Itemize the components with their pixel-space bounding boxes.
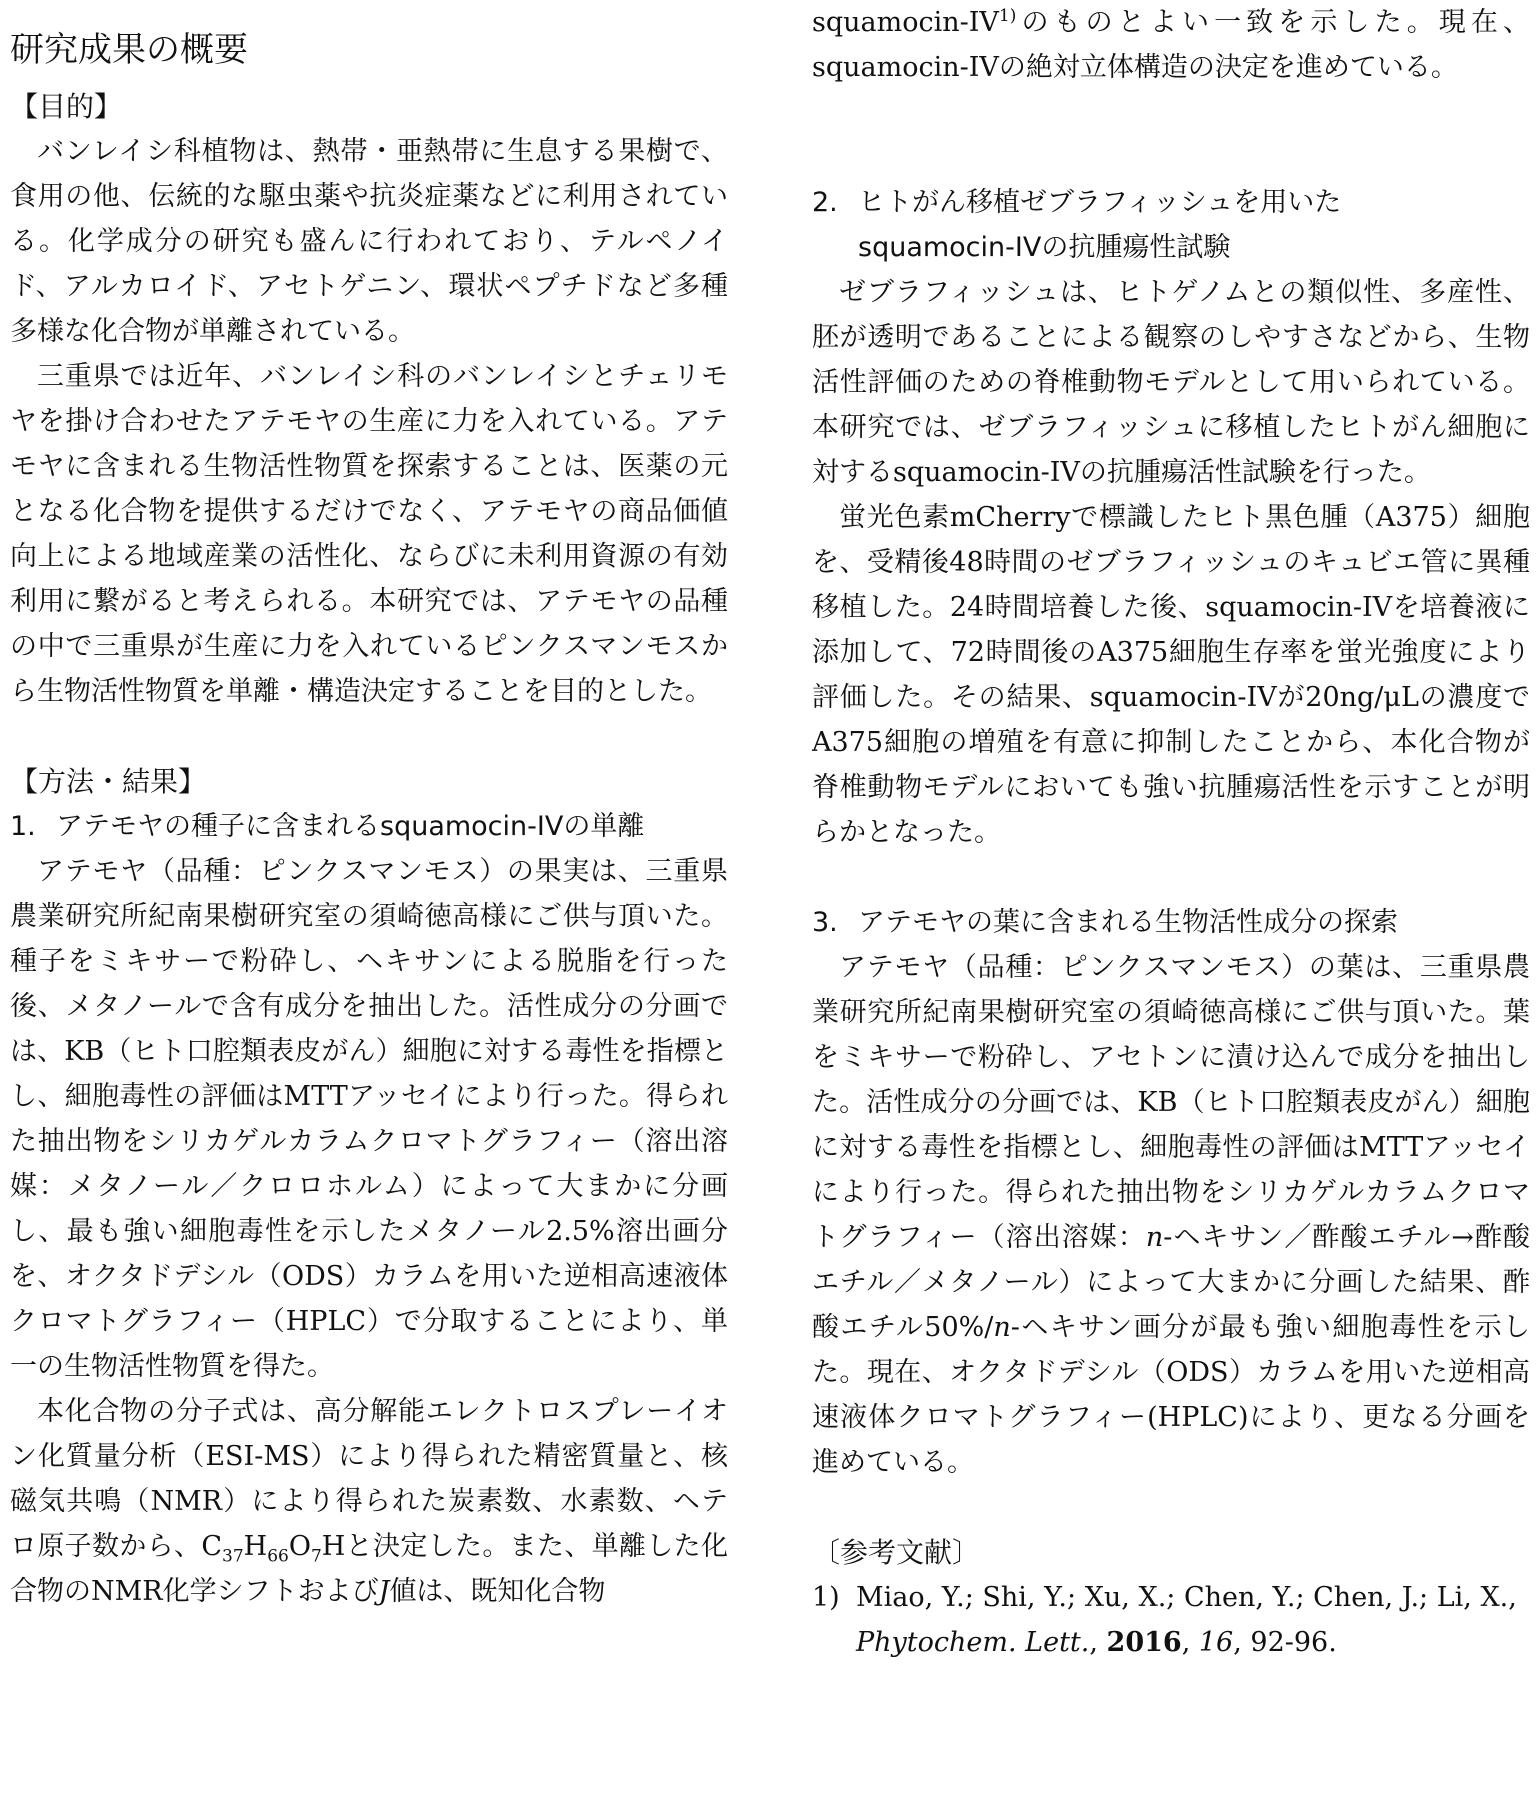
reference-1-year: 2016: [1106, 1627, 1182, 1658]
section-1-text-a: 本化合物の分子式は、高分解能エレクトロスプレーイオン化質量分析（ESI-MS）により得られた精密質量と、核磁気共鳴（NMR）により得られた炭素数、水素数、ヘテロ原子数から、: [10, 1396, 728, 1562]
j-value-symbol: J: [378, 1576, 390, 1607]
right-column: [812, 0, 1530, 1665]
section-2-heading: [812, 180, 1530, 225]
section-2-title-line-2: squamocin-IVの抗腫瘍性試験: [858, 232, 1231, 263]
reference-1-pages: , 92-96.: [1233, 1627, 1337, 1658]
reference-1-authors: Miao, Y.; Shi, Y.; Xu, X.; Chen, Y.; Chen, J.; Li, X.,: [856, 1582, 1517, 1613]
section-1-text-c: 値は、既知化合物: [389, 1576, 606, 1607]
reference-1: 1) Miao, Y.; Shi, Y.; Xu, X.; Chen, Y.; Chen, J.; Li, X., Phytochem. Lett., 2016, 16, 92-96.: [812, 1575, 1530, 1665]
page-title: 研究成果の概要: [10, 30, 248, 70]
purpose-paragraph-2: 三重県では近年、バンレイシ科のバンレイシとチェリモヤを掛け合わせたアテモヤの生産に力を入れている。アテモヤに含まれる生物活性物質を探索することは、医薬の元となる化合物を提供するだけでなく、アテモヤの商品価値向上による地域産業の活性化、ならびに未利用資源の有効利用に繋がると考えられる。本研究では、アテモヤの品種の中で三重県が生産に力を入れているピンクスマンモスから生物活性物質を単離・構造決定することを目的とした。: [10, 361, 728, 707]
section-1-title: アテモヤの種子に含まれるsquamocin-IVの単離: [56, 811, 645, 842]
section-1-number: 1.: [10, 811, 36, 842]
section-3-paragraph-1: アテモヤ（品種：ピンクスマンモス）の葉は、三重県農業研究所紀南果樹研究室の須崎徳高様にご供与頂いた。葉をミキサーで粉砕し、アセトンに漬け込んで成分を抽出した。活性成分の分画では、KB（ヒト口腔類表皮がん）細胞に対する毒性を指標とし、細胞毒性の評価はMTTアッセイにより行った。得られた抽出物をシリカゲルカラムクロマトグラフィー（溶出溶媒：n-ヘキサン／酢酸エチル→酢酸エチル／メタノール）によって大まかに分画した結果、酢酸エチル50%/n-ヘキサン画分が最も強い細胞毒性を示した。現在、オクタドデシル（ODS）カラムを用いた逆相高速液体クロマトグラフィー(HPLC)により、更なる分画を進めている。: [812, 952, 1530, 1478]
references-label: 〔参考文献〕: [812, 1536, 981, 1569]
section-2-number: 2.: [812, 187, 838, 218]
section-2-paragraph-1: ゼブラフィッシュは、ヒトゲノムとの類似性、多産性、胚が透明であることによる観察のしやすさなどから、生物活性評価のための脊椎動物モデルとして用いられている。本研究では、ゼブラフィッシュに移植したヒトがん細胞に対するsquamocin-IVの抗腫瘍活性試験を行った。: [812, 277, 1530, 488]
section-2-title-line-1: ヒトがん移植ゼブラフィッシュを用いた: [858, 187, 1342, 218]
section-3-heading: [812, 900, 1530, 945]
left-column: [10, 0, 728, 1614]
reference-1-number: 1): [812, 1582, 840, 1613]
citation-marker: 1): [998, 6, 1017, 26]
section-1-paragraph-1: アテモヤ（品種：ピンクスマンモス）の果実は、三重県農業研究所紀南果樹研究室の須崎徳高様にご供与頂いた。種子をミキサーで粉砕し、ヘキサンによる脱脂を行った後、メタノールで含有成分を抽出した。活性成分の分画では、KB（ヒト口腔類表皮がん）細胞に対する毒性を指標とし、細胞毒性の評価はMTTアッセイにより行った。得られた抽出物をシリカゲルカラムクロマトグラフィー（溶出溶媒：メタノール／クロロホルム）によって大まかに分画し、最も強い細胞毒性を示したメタノール2.5%溶出画分を、オクタドデシル（ODS）カラムを用いた逆相高速液体クロマトグラフィー（HPLC）で分取することにより、単一の生物活性物質を得た。: [10, 856, 728, 1382]
section-3-number: 3.: [812, 907, 838, 938]
reference-1-volume: 16: [1198, 1627, 1234, 1658]
purpose-label: 【目的】: [10, 90, 123, 123]
purpose-paragraph-1: バンレイシ科植物は、熱帯・亜熱帯に生息する果樹で、食用の他、伝統的な駆虫薬や抗炎症薬などに利用されている。化学成分の研究も盛んに行われており、テルペノイド、アルカロイド、アセトゲニン、環状ペプチドなど多種多様な化合物が単離されている。: [10, 136, 728, 347]
section-3-title: アテモヤの葉に含まれる生物活性成分の探索: [858, 907, 1398, 938]
section-2-paragraph-2: 蛍光色素mCherryで標識したヒト黒色腫（A375）細胞を、受精後48時間のゼブラフィッシュのキュビエ管に異種移植した。24時間培養した後、squamocin-IVを培養液に添加して、72時間後のA375細胞生存率を蛍光強度により評価した。その結果、squamocin-IVが20ng/μLの濃度でA375細胞の増殖を有意に抑制したことから、本化合物が脊椎動物モデルにおいても強い抗腫瘍活性を示すことが明らかとなった。: [812, 502, 1530, 848]
methods-label: 【方法・結果】: [10, 765, 207, 798]
section-1-text-e: のものとよい一致を示した。現在、squamocin-IVの絶対立体構造の決定を進めている。: [812, 7, 1530, 83]
section-1-heading: [10, 804, 728, 849]
section-1-paragraph-2-continued: [812, 0, 1530, 90]
reference-1-journal: Phytochem. Lett.: [856, 1627, 1090, 1658]
section-1-text-b: と決定した。また、単離した化合物のNMR化学シフトおよび: [10, 1531, 728, 1607]
compound-name: squamocin-IV: [812, 7, 999, 38]
section-1-paragraph-2: [10, 1389, 728, 1614]
molecular-formula: $C_{37}H_{66}O_7H$: [201, 1531, 346, 1567]
